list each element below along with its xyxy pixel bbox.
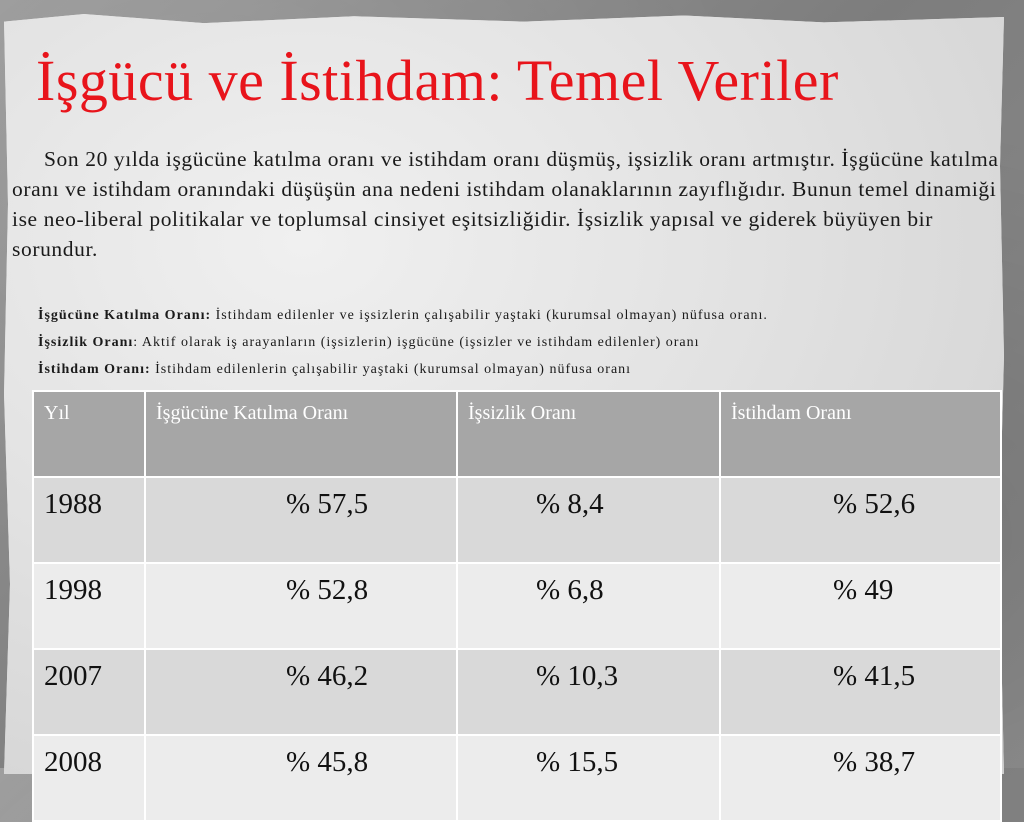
cell-employment: % 52,6 (720, 477, 1001, 563)
header-participation-rate: İşgücüne Katılma Oranı (145, 391, 457, 477)
cell-year: 2007 (33, 649, 145, 735)
header-year: Yıl (33, 391, 145, 477)
cell-employment: % 38,7 (720, 735, 1001, 821)
cell-year: 1988 (33, 477, 145, 563)
labor-data-table (32, 390, 1002, 822)
cell-participation: % 57,5 (145, 477, 457, 563)
definition-item (38, 302, 998, 329)
definition-item (38, 329, 998, 356)
cell-unemployment: % 10,3 (457, 649, 720, 735)
table-row (33, 735, 1001, 821)
cell-participation: % 46,2 (145, 649, 457, 735)
definition-term: İşsizlik Oranı (38, 335, 134, 350)
definition-term: İstihdam Oranı: (38, 362, 151, 377)
cell-employment: % 41,5 (720, 649, 1001, 735)
table-row (33, 477, 1001, 563)
cell-participation: % 52,8 (145, 563, 457, 649)
definition-item (38, 356, 998, 383)
cell-employment: % 49 (720, 563, 1001, 649)
table-row (33, 649, 1001, 735)
definitions-list (38, 302, 998, 383)
cell-participation: % 45,8 (145, 735, 457, 821)
intro-paragraph: Son 20 yılda işgücüne katılma oranı ve istihdam oranı düşmüş, işsizlik oranı artmıştır. İşgücüne katılma oranı ve istihdam oranındaki düşüşün ana nedeni istihdam olanaklarının zayıflığıdır. Bunun temel dinamiği ise neo-liberal politikalar ve toplumsal cinsiyet eşitsizliğidir. İşsizlik yapısal ve giderek büyüyen bir sorundur. (12, 147, 999, 261)
definition-text: İstihdam edilenlerin çalışabilir yaştaki (kurumsal olmayan) nüfusa oranı (150, 362, 632, 377)
cell-year: 2008 (33, 735, 145, 821)
cell-year: 1998 (33, 563, 145, 649)
header-employment-rate: İstihdam Oranı (720, 391, 1001, 477)
cell-unemployment: % 8,4 (457, 477, 720, 563)
definition-text: İstihdam edilenler ve işsizlerin çalışabilir yaştaki (kurumsal olmayan) nüfusa oranı. (211, 308, 768, 323)
cell-unemployment: % 15,5 (457, 735, 720, 821)
table-row (33, 563, 1001, 649)
definition-text: : Aktif olarak iş arayanların (işsizlerin) işgücüne (işsizler ve istihdam edilenler) oranı (133, 335, 700, 350)
slide-title: İşgücü ve İstihdam: Temel Veriler (36, 48, 839, 113)
table-header-row (33, 391, 1001, 477)
cell-unemployment: % 6,8 (457, 563, 720, 649)
header-unemployment-rate: İşsizlik Oranı (457, 391, 720, 477)
definition-term: İşgücüne Katılma Oranı: (38, 308, 212, 323)
